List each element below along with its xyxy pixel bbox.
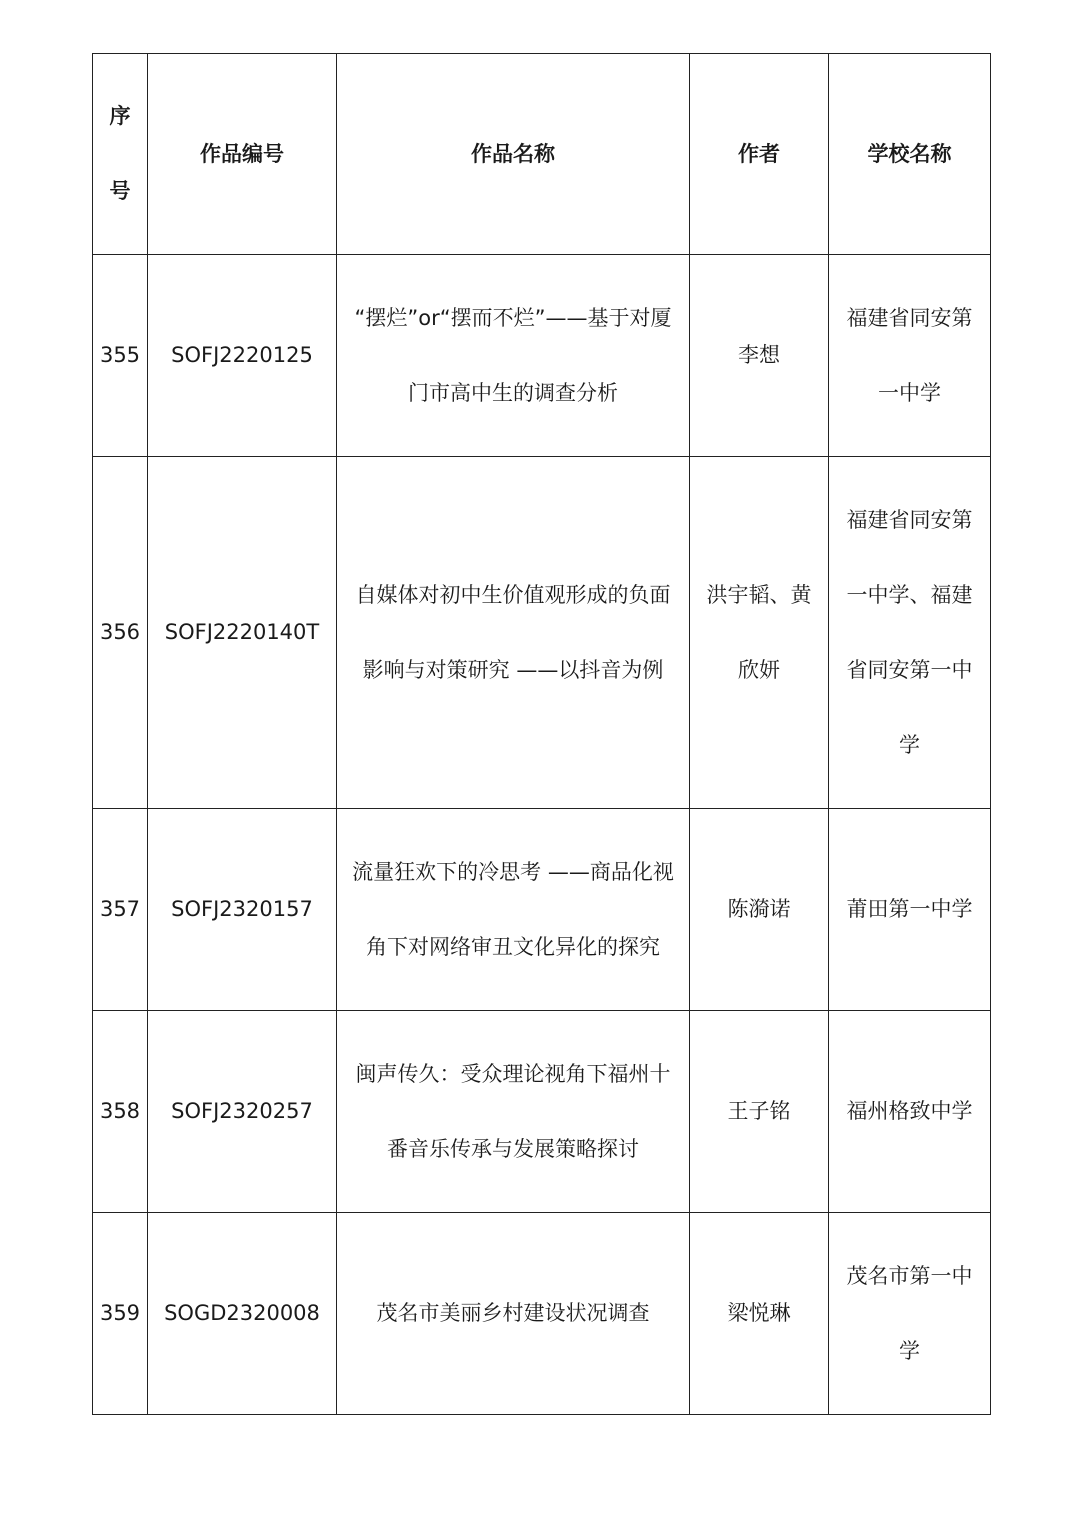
table-row: [93, 1213, 991, 1415]
table-row: [93, 1011, 991, 1213]
header-author: 作者: [690, 54, 829, 255]
cell-school: 福建省同安第一中学、福建省同安第一中学: [829, 457, 991, 809]
cell-code: SOFJ2220125: [148, 255, 337, 457]
cell-author: 李想: [690, 255, 829, 457]
cell-title: “摆烂”or“摆而不烂”——基于对厦门市高中生的调查分析: [337, 255, 690, 457]
table-row: [93, 255, 991, 457]
cell-seq: 356: [93, 457, 148, 809]
header-code: 作品编号: [148, 54, 337, 255]
cell-title: 自媒体对初中生价值观形成的负面影响与对策研究 ——以抖音为例: [337, 457, 690, 809]
cell-seq: 357: [93, 809, 148, 1011]
cell-seq: 358: [93, 1011, 148, 1213]
cell-seq: 355: [93, 255, 148, 457]
table-row: [93, 809, 991, 1011]
cell-school: 福州格致中学: [829, 1011, 991, 1213]
cell-code: SOFJ2320157: [148, 809, 337, 1011]
cell-seq: 359: [93, 1213, 148, 1415]
cell-code: SOGD2320008: [148, 1213, 337, 1415]
cell-author: 陈漪诺: [690, 809, 829, 1011]
cell-school: 莆田第一中学: [829, 809, 991, 1011]
header-title: 作品名称: [337, 54, 690, 255]
header-row: [93, 54, 991, 255]
cell-school: 茂名市第一中学: [829, 1213, 991, 1415]
cell-code: SOFJ2220140T: [148, 457, 337, 809]
cell-school: 福建省同安第一中学: [829, 255, 991, 457]
header-seq: 序号: [93, 54, 148, 255]
cell-author: 洪宇韬、黄欣妍: [690, 457, 829, 809]
cell-title: 流量狂欢下的冷思考 ——商品化视角下对网络审丑文化异化的探究: [337, 809, 690, 1011]
cell-code: SOFJ2320257: [148, 1011, 337, 1213]
cell-author: 王子铭: [690, 1011, 829, 1213]
cell-title: 茂名市美丽乡村建设状况调查: [337, 1213, 690, 1415]
table-row: [93, 457, 991, 809]
award-table: [92, 53, 991, 1415]
cell-title: 闽声传久：受众理论视角下福州十番音乐传承与发展策略探讨: [337, 1011, 690, 1213]
header-school: 学校名称: [829, 54, 991, 255]
cell-author: 梁悦琳: [690, 1213, 829, 1415]
